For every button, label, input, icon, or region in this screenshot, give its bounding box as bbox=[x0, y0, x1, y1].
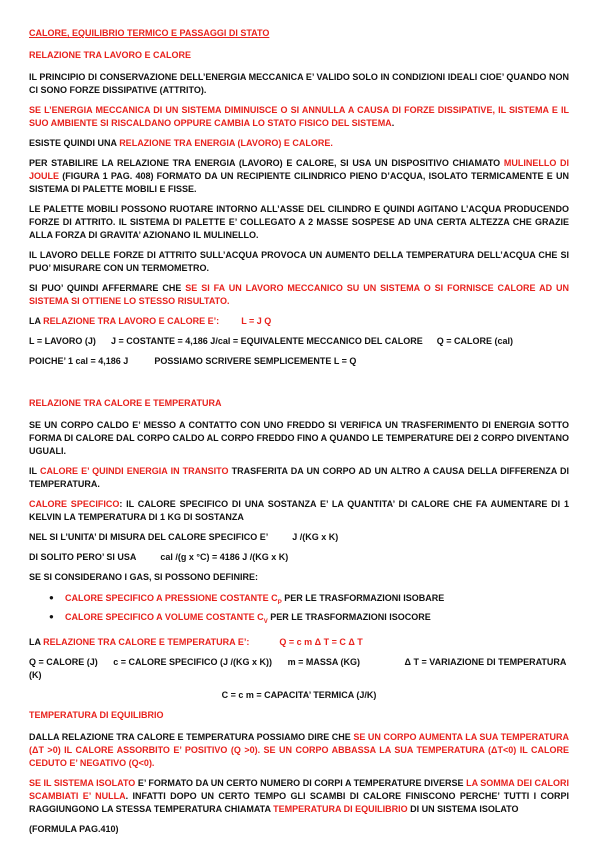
text: PER LE TRASFORMAZIONI ISOBARE bbox=[281, 593, 445, 603]
paragraph: IL LAVORO DELLE FORZE DI ATTRITO SULL’ACQUA PROVOCA UN AUMENTO DELLA TEMPERATURA DELL’ACQUA CHE SI PUO’ MISURARE CON UN TERMOMETRO. bbox=[29, 250, 569, 273]
definitions-row bbox=[29, 335, 569, 348]
text: ESISTE QUINDI UNA bbox=[29, 138, 120, 148]
paragraph bbox=[29, 137, 569, 150]
paragraph bbox=[29, 498, 569, 524]
list-item-text bbox=[65, 610, 431, 629]
text: NEL SI L’UNITA’ DI MISURA DEL CALORE SPECIFICO E’ bbox=[29, 532, 269, 542]
unit-line bbox=[29, 551, 569, 564]
definition: Δ T = VARIAZIONE DI TEMPERATURA (K) bbox=[29, 656, 567, 680]
paragraph bbox=[29, 104, 569, 130]
text: POICHE’ 1 cal = 4,186 J bbox=[29, 356, 129, 366]
bullet-icon: ● bbox=[49, 593, 54, 602]
section-heading-lavoro-calore: RELAZIONE TRA LAVORO E CALORE bbox=[29, 50, 191, 60]
capacity-formula: C = c m = CAPACITA’ TERMICA (J/K) bbox=[221, 689, 377, 700]
text: DI UN SISTEMA ISOLATO bbox=[407, 803, 519, 814]
paragraph: IL PRINCIPIO DI CONSERVAZIONE DELL’ENERGIA MECCANICA E’ VALIDO SOLO IN CONDIZIONI IDEALI CIOE’ QUANDO NON CI SONO FORZE DISSIPATIVE (ATTRITO). bbox=[29, 72, 569, 95]
definition: Q = CALORE (cal) bbox=[436, 336, 514, 346]
text: SI PUO’ QUINDI AFFERMARE CHE bbox=[29, 283, 186, 293]
highlight-text: CALORE E’ QUINDI ENERGIA IN TRANSITO bbox=[39, 466, 229, 476]
paragraph: SE SI CONSIDERANO I GAS, SI POSSONO DEFINIRE: bbox=[29, 572, 259, 582]
document-title: CALORE, EQUILIBRIO TERMICO E PASSAGGI DI STATO bbox=[29, 28, 270, 38]
text: DALLA RELAZIONE TRA CALORE E TEMPERATURA POSSIAMO DIRE CHE bbox=[29, 731, 354, 742]
text: (FIGURA 1 PAG. 408) FORMATO DA UN RECIPIENTE CILINDRICO PIENO D’ACQUA, ISOLATO TERMICAMENTE E UN SISTEMA DI PALETTE MOBILI E FISSE. bbox=[29, 171, 569, 194]
text: LA bbox=[29, 316, 44, 326]
text: E’ FORMATO DA UN CERTO NUMERO DI CORPI A TEMPERATURE DIVERSE bbox=[135, 777, 467, 788]
bullet-icon: ● bbox=[49, 611, 54, 621]
list-item bbox=[29, 591, 569, 610]
bullet-list bbox=[29, 591, 569, 629]
paragraph bbox=[29, 465, 569, 491]
definition: m = MASSA (KG) bbox=[287, 656, 360, 667]
formula-reference: (FORMULA PAG.410) bbox=[29, 823, 119, 834]
paragraph bbox=[29, 282, 569, 308]
text: LA bbox=[29, 636, 44, 647]
text: PER STABILIRE LA RELAZIONE TRA ENERGIA (LAVORO) E CALORE, SI USA UN DISPOSITIVO CHIAMATO bbox=[29, 158, 504, 168]
text: PER LE TRASFORMAZIONI ISOCORE bbox=[267, 611, 431, 622]
paragraph bbox=[29, 777, 569, 816]
list-item bbox=[29, 610, 569, 629]
definitions-row bbox=[29, 355, 569, 368]
text: DI SOLITO PERO’ SI USA bbox=[29, 552, 137, 562]
paragraph bbox=[29, 157, 569, 196]
section-heading-equilibrio: TEMPERATURA DI EQUILIBRIO bbox=[29, 709, 164, 720]
paragraph bbox=[29, 731, 569, 770]
highlight-text: TEMPERATURA DI EQUILIBRIO bbox=[273, 803, 408, 814]
formula: Q = c m Δ T = C Δ T bbox=[279, 636, 363, 647]
highlight-text: SE IL SISTEMA ISOLATO bbox=[29, 777, 136, 788]
formula-line bbox=[29, 636, 569, 649]
text: J /(KG x K) bbox=[292, 532, 339, 542]
highlight-text: LA SOMMA DEI CALORI SCAMBIATI E’ NULLA bbox=[29, 777, 570, 801]
highlight-text: RELAZIONE TRA CALORE E TEMPERATURA E’: bbox=[43, 636, 250, 647]
highlight-text: MULINELLO DI JOULE bbox=[29, 158, 569, 181]
definition: Q = CALORE (J) bbox=[29, 656, 98, 667]
page-content bbox=[29, 27, 569, 843]
highlight-text: SE UN CORPO AUMENTA LA SUA TEMPERATURA (ΔT >0) IL CALORE ASSORBITO E’ POSITIVO (Q >0). SE UN CORPO ABBASSA LA SUA TEMPERATURA (ΔT<0) IL CALORE CEDUTO E’ NEGATIVO (Q<0). bbox=[29, 731, 569, 768]
highlight-text: CALORE SPECIFICO A PRESSIONE COSTANTE C bbox=[65, 593, 278, 603]
definition: c = CALORE SPECIFICO (J /(KG x K)) bbox=[113, 656, 273, 667]
highlight-text: SE SI FA UN LAVORO MECCANICO SU UN SISTEMA O SI FORNISCE CALORE AD UN SISTEMA SI OTTIENE LO STESSO RISULTATO. bbox=[29, 283, 569, 306]
text: TRASFERITA DA UN CORPO AD UN ALTRO A CAUSA DELLA DIFFERENZA DI TEMPERATURA. bbox=[29, 466, 570, 489]
spacer bbox=[29, 375, 569, 397]
formula-line bbox=[29, 315, 569, 328]
text: . bbox=[391, 118, 395, 128]
paragraph: SE UN CORPO CALDO E’ MESSO A CONTATTO CON UNO FREDDO SI VERIFICA UN TRASFERIMENTO DI ENERGIA SOTTO FORMA DI CALORE DAL CORPO CALDO AL CORPO FREDDO FINO A QUANDO LE TEMPERATURE DEI 2 CORPO DIVENTANO UGUALI. bbox=[29, 420, 570, 456]
text: : IL CALORE SPECIFICO DI UNA SOSTANZA E’ LA QUANTITA’ DI CALORE CHE FA AUMENTARE DI 1 KELVIN LA TEMPERATURA DI 1 KG DI SOSTANZA bbox=[29, 499, 569, 522]
highlight-text: CALORE SPECIFICO bbox=[29, 499, 120, 509]
text: POSSIAMO SCRIVERE SEMPLICEMENTE L = Q bbox=[154, 356, 357, 366]
text: IL bbox=[29, 466, 40, 476]
highlight-text: RELAZIONE TRA ENERGIA (LAVORO) E CALORE. bbox=[119, 138, 333, 148]
subscript: P bbox=[277, 599, 282, 606]
definition: J = COSTANTE = 4,186 J/cal = EQUIVALENTE MECCANICO DEL CALORE bbox=[110, 336, 423, 346]
text: cal /(g x °C) = 4186 J /(KG x K) bbox=[160, 552, 289, 562]
subscript: V bbox=[263, 618, 268, 625]
list-item-text bbox=[65, 591, 444, 610]
formula: L = J Q bbox=[241, 316, 272, 326]
unit-line bbox=[29, 531, 569, 544]
highlight-text: SE L’ENERGIA MECCANICA DI UN SISTEMA DIMINUISCE O SI ANNULLA A CAUSA DI FORZE DISSIPATIVE, IL SISTEMA E IL SUO AMBIENTE SI RISCALDANO OPPURE CAMBIA LO STATO FISICO DEL SISTEMA bbox=[29, 105, 569, 128]
paragraph: LE PALETTE MOBILI POSSONO RUOTARE INTORNO ALL’ASSE DEL CILINDRO E QUINDI AGITANO L’ACQUA PRODUCENDO FORZE DI ATTRITO. IL SISTEMA DI PALETTE E’ COLLEGATO A 2 MASSE SOSPESE AD UNA CERTA ALTEZZA CHE GRAZIE ALLA FORZA DI GRAVITA’ AZIONANO IL MULINELLO. bbox=[29, 204, 569, 240]
highlight-text: CALORE SPECIFICO A VOLUME COSTANTE C bbox=[65, 611, 264, 622]
definition: L = LAVORO (J) bbox=[29, 336, 96, 346]
definitions-row bbox=[29, 656, 569, 682]
text: . INFATTI DOPO UN CERTO TEMPO GLI SCAMBI DI CALORE FINISCONO PERCHE’ TUTTI I CORPI RAGGIUNGONO LA STESSA TEMPERATURA CHIAMATA bbox=[29, 790, 569, 814]
section-heading-calore-temperatura: RELAZIONE TRA CALORE E TEMPERATURA bbox=[29, 398, 222, 408]
highlight-text: RELAZIONE TRA LAVORO E CALORE E’: bbox=[43, 316, 220, 326]
